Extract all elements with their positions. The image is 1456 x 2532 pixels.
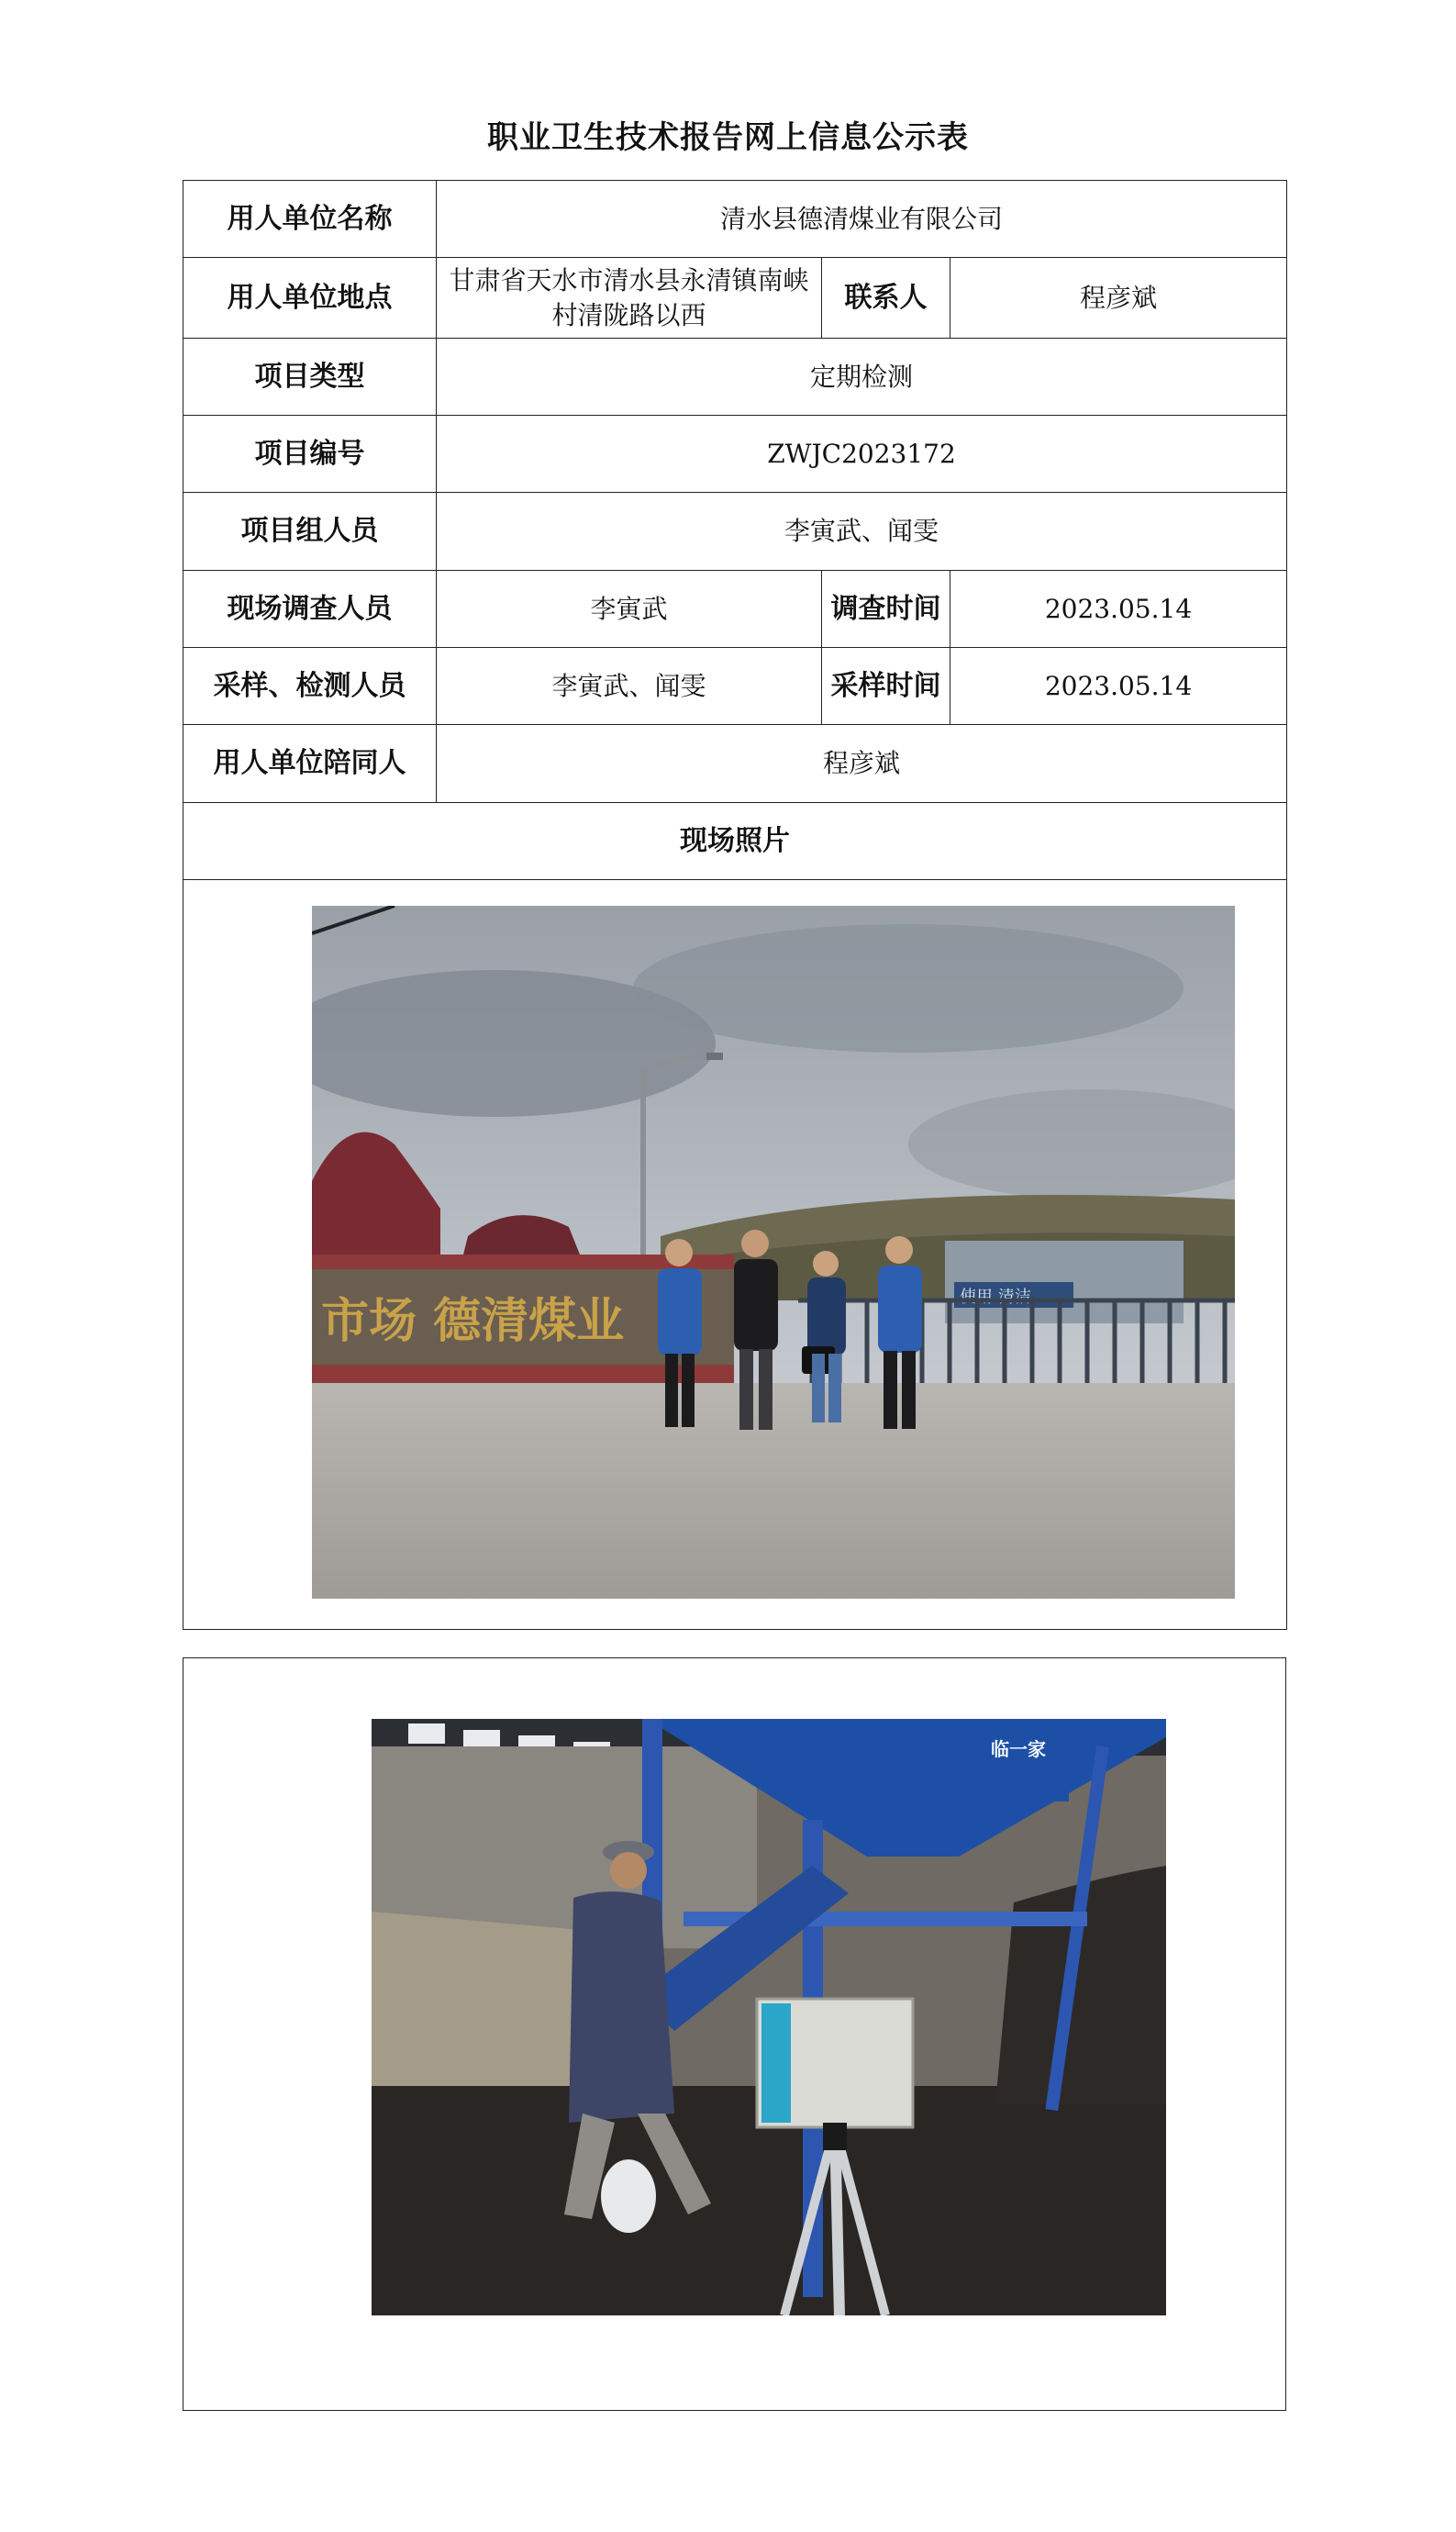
row-employer-address: [183, 258, 1287, 339]
survey-staff-label: 现场调查人员: [183, 571, 437, 648]
row-accompany: [183, 725, 1287, 803]
gate-sign-text: 使用 清洁: [960, 1288, 1031, 1307]
row-team: [183, 493, 1287, 571]
accompany-value: 程彦斌: [437, 725, 1287, 803]
employer-name-label: 用人单位名称: [183, 181, 437, 258]
sampling-staff-label: 采样、检测人员: [183, 648, 437, 725]
survey-time-label: 调查时间: [822, 571, 950, 648]
project-type-label: 项目类型: [183, 339, 437, 416]
employer-address-value: 甘肃省天水市清水县永清镇南峡村清陇路以西: [437, 258, 822, 339]
sampling-time-value: 2023.05.14: [950, 648, 1287, 725]
row-project-no: [183, 416, 1287, 493]
project-no-label: 项目编号: [183, 416, 437, 493]
site-photo-2: [372, 1719, 1166, 2315]
project-type-value: 定期检测: [437, 339, 1287, 416]
row-photos-header: [183, 803, 1287, 880]
employer-name-value: 清水县德清煤业有限公司: [437, 181, 1287, 258]
photos-label: 现场照片: [183, 803, 1287, 880]
row-employer-name: [183, 181, 1287, 258]
site-photo-1: [312, 906, 1235, 1599]
contact-label: 联系人: [822, 258, 950, 339]
employer-address-label: 用人单位地点: [183, 258, 437, 339]
team-value: 李寅武、闻雯: [437, 493, 1287, 571]
team-label: 项目组人员: [183, 493, 437, 571]
survey-time-value: 2023.05.14: [950, 571, 1287, 648]
row-project-type: [183, 339, 1287, 416]
row-survey: [183, 571, 1287, 648]
document-title: 职业卫生技术报告网上信息公示表: [487, 119, 969, 156]
row-sampling: [183, 648, 1287, 725]
contact-value: 程彦斌: [950, 258, 1287, 339]
sampling-staff-value: 李寅武、闻雯: [437, 648, 822, 725]
company-sign-text: 市场 德清煤业: [321, 1293, 625, 1349]
machine-brand-text: 临一家: [991, 1738, 1046, 1760]
accompany-label: 用人单位陪同人: [183, 725, 437, 803]
sampling-time-label: 采样时间: [822, 648, 950, 725]
project-no-value: ZWJC2023172: [437, 416, 1287, 493]
survey-staff-value: 李寅武: [437, 571, 822, 648]
